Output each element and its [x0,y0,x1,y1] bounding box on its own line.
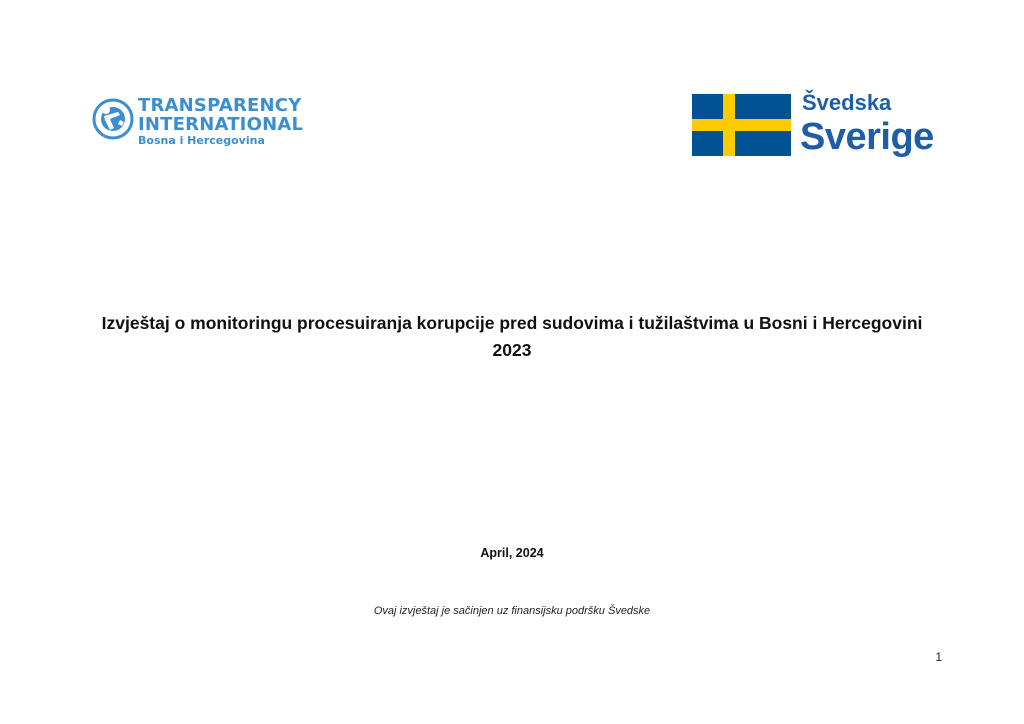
funding-note: Ovaj izvještaj je sačinjen uz finansijsku podršku Švedske [373,605,651,617]
ti-line-chapter: Bosna i Hercegovina [138,134,265,147]
swedish-flag-icon [692,94,791,156]
transparency-international-logo [92,96,332,156]
document-date: April, 2024 [480,546,544,560]
document-title: Izvještaj o monitoringu procesuiranja korupcije pred sudovima i tužilaštvima u Bosni i Hercegovini 2023 [101,313,923,360]
sweden-word-svedska: Švedska [802,90,892,115]
page-number: 1 [935,650,942,664]
ti-emblem-icon [92,98,134,140]
ti-wordmark [138,96,303,148]
ti-line-international: INTERNATIONAL [138,114,304,135]
ti-line-transparency: TRANSPARENCY [138,95,302,116]
sweden-logo [692,88,952,168]
sweden-word-sverige: Sverige [800,116,934,158]
